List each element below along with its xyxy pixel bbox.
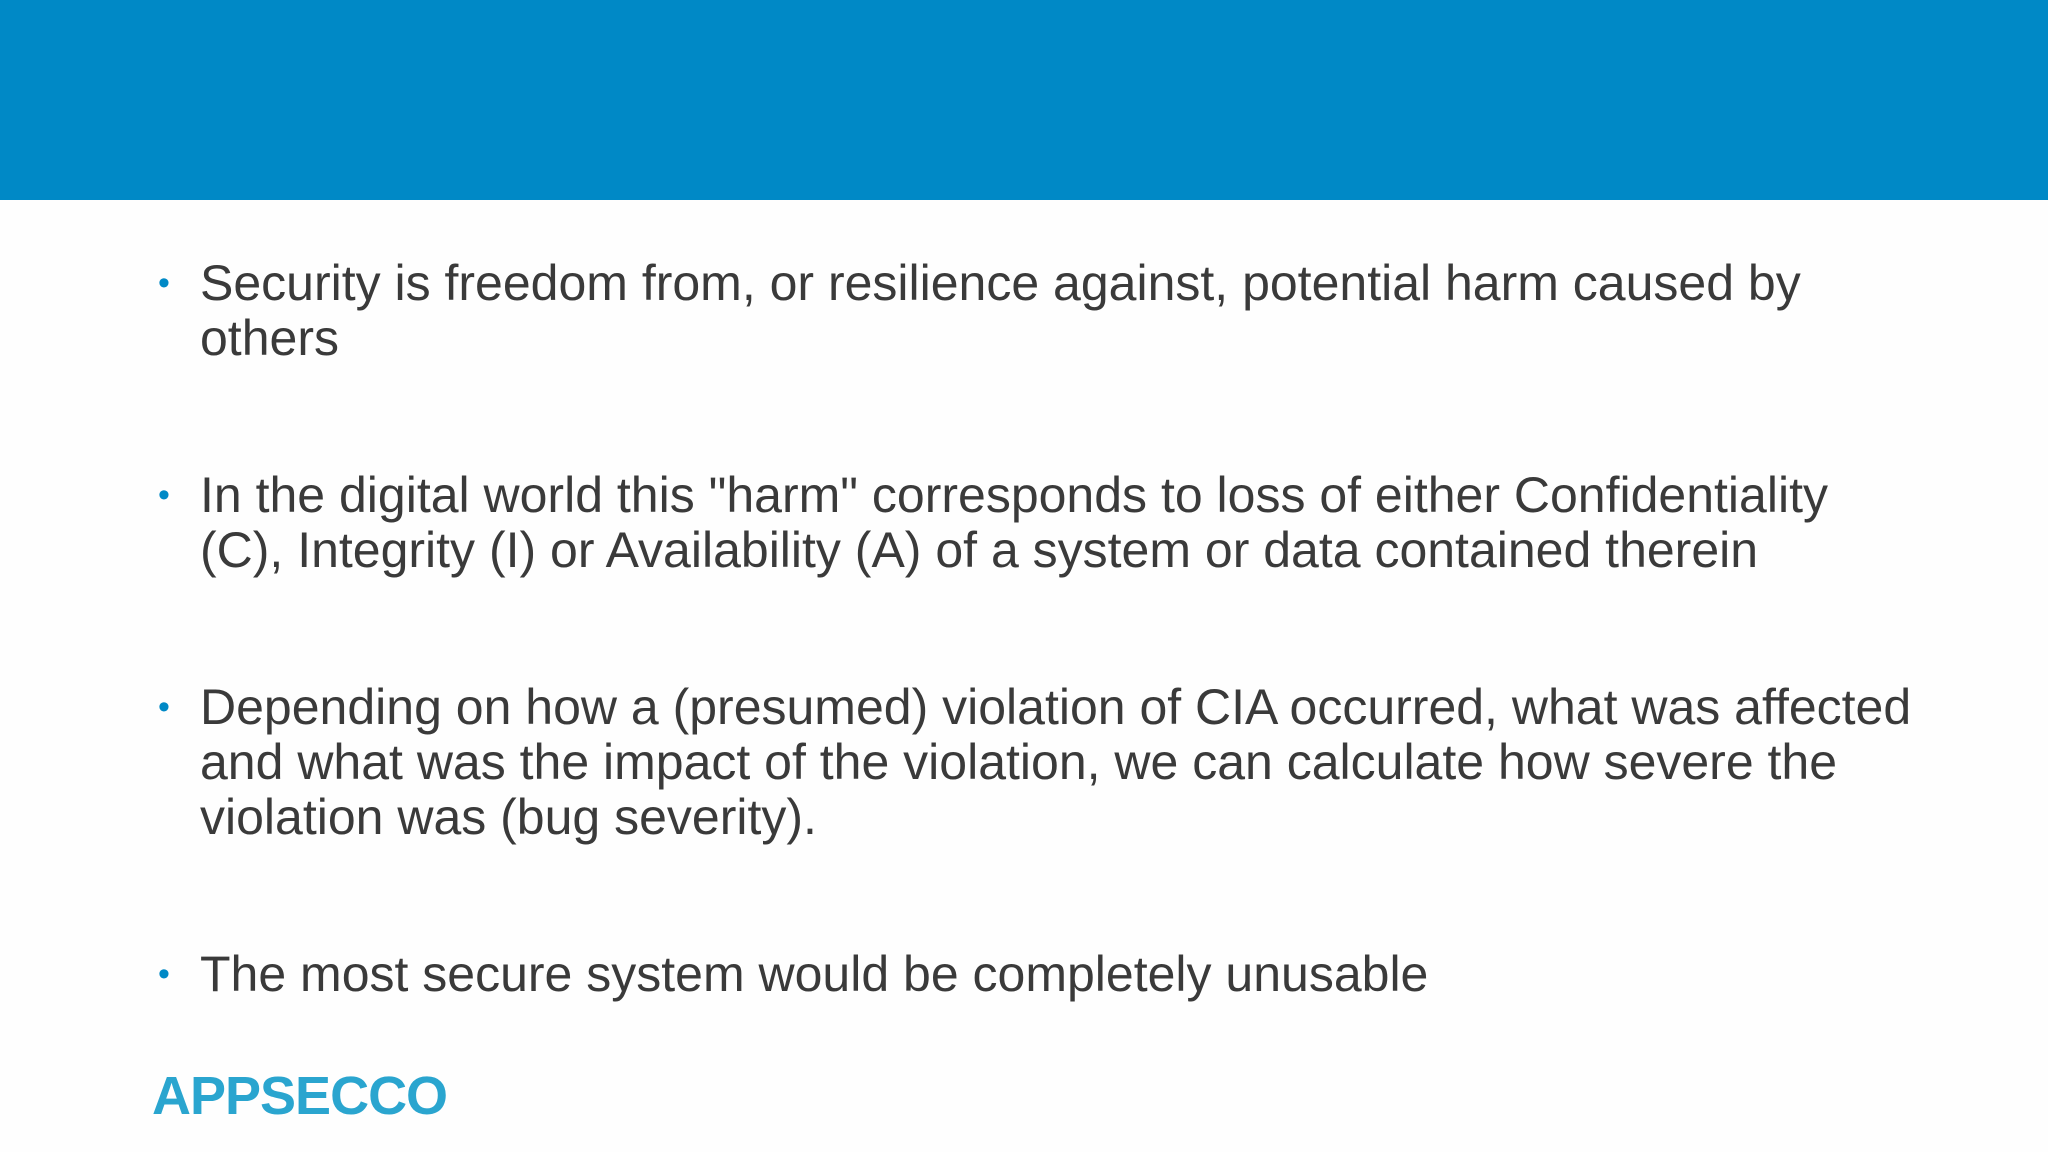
bullet-item	[158, 947, 1918, 1002]
bullet-item	[158, 468, 1918, 578]
bullet-text: The most secure system would be completely unusable	[200, 946, 1429, 1002]
bullet-text: In the digital world this "harm" corresponds to loss of either Confidentiality (C), Integrity (I) or Availability (A) of a system or data contained therein	[200, 467, 1828, 578]
bullet-text: Security is freedom from, or resilience against, potential harm caused by others	[200, 255, 1801, 366]
bullet-item	[158, 680, 1918, 845]
appsecco-logo: APPSECCO	[152, 1066, 448, 1126]
bullet-marker-icon: •	[158, 955, 170, 993]
bullet-item	[158, 256, 1918, 366]
bullet-marker-icon: •	[158, 688, 170, 726]
bullet-text: Depending on how a (presumed) violation of CIA occurred, what was affected and what was the impact of the violation, we can calculate how severe the violation was (bug severity).	[200, 679, 1912, 845]
header-band	[0, 0, 2048, 200]
bullet-marker-icon: •	[158, 476, 170, 514]
bullet-list	[158, 256, 1918, 1002]
bullet-marker-icon: •	[158, 264, 170, 302]
